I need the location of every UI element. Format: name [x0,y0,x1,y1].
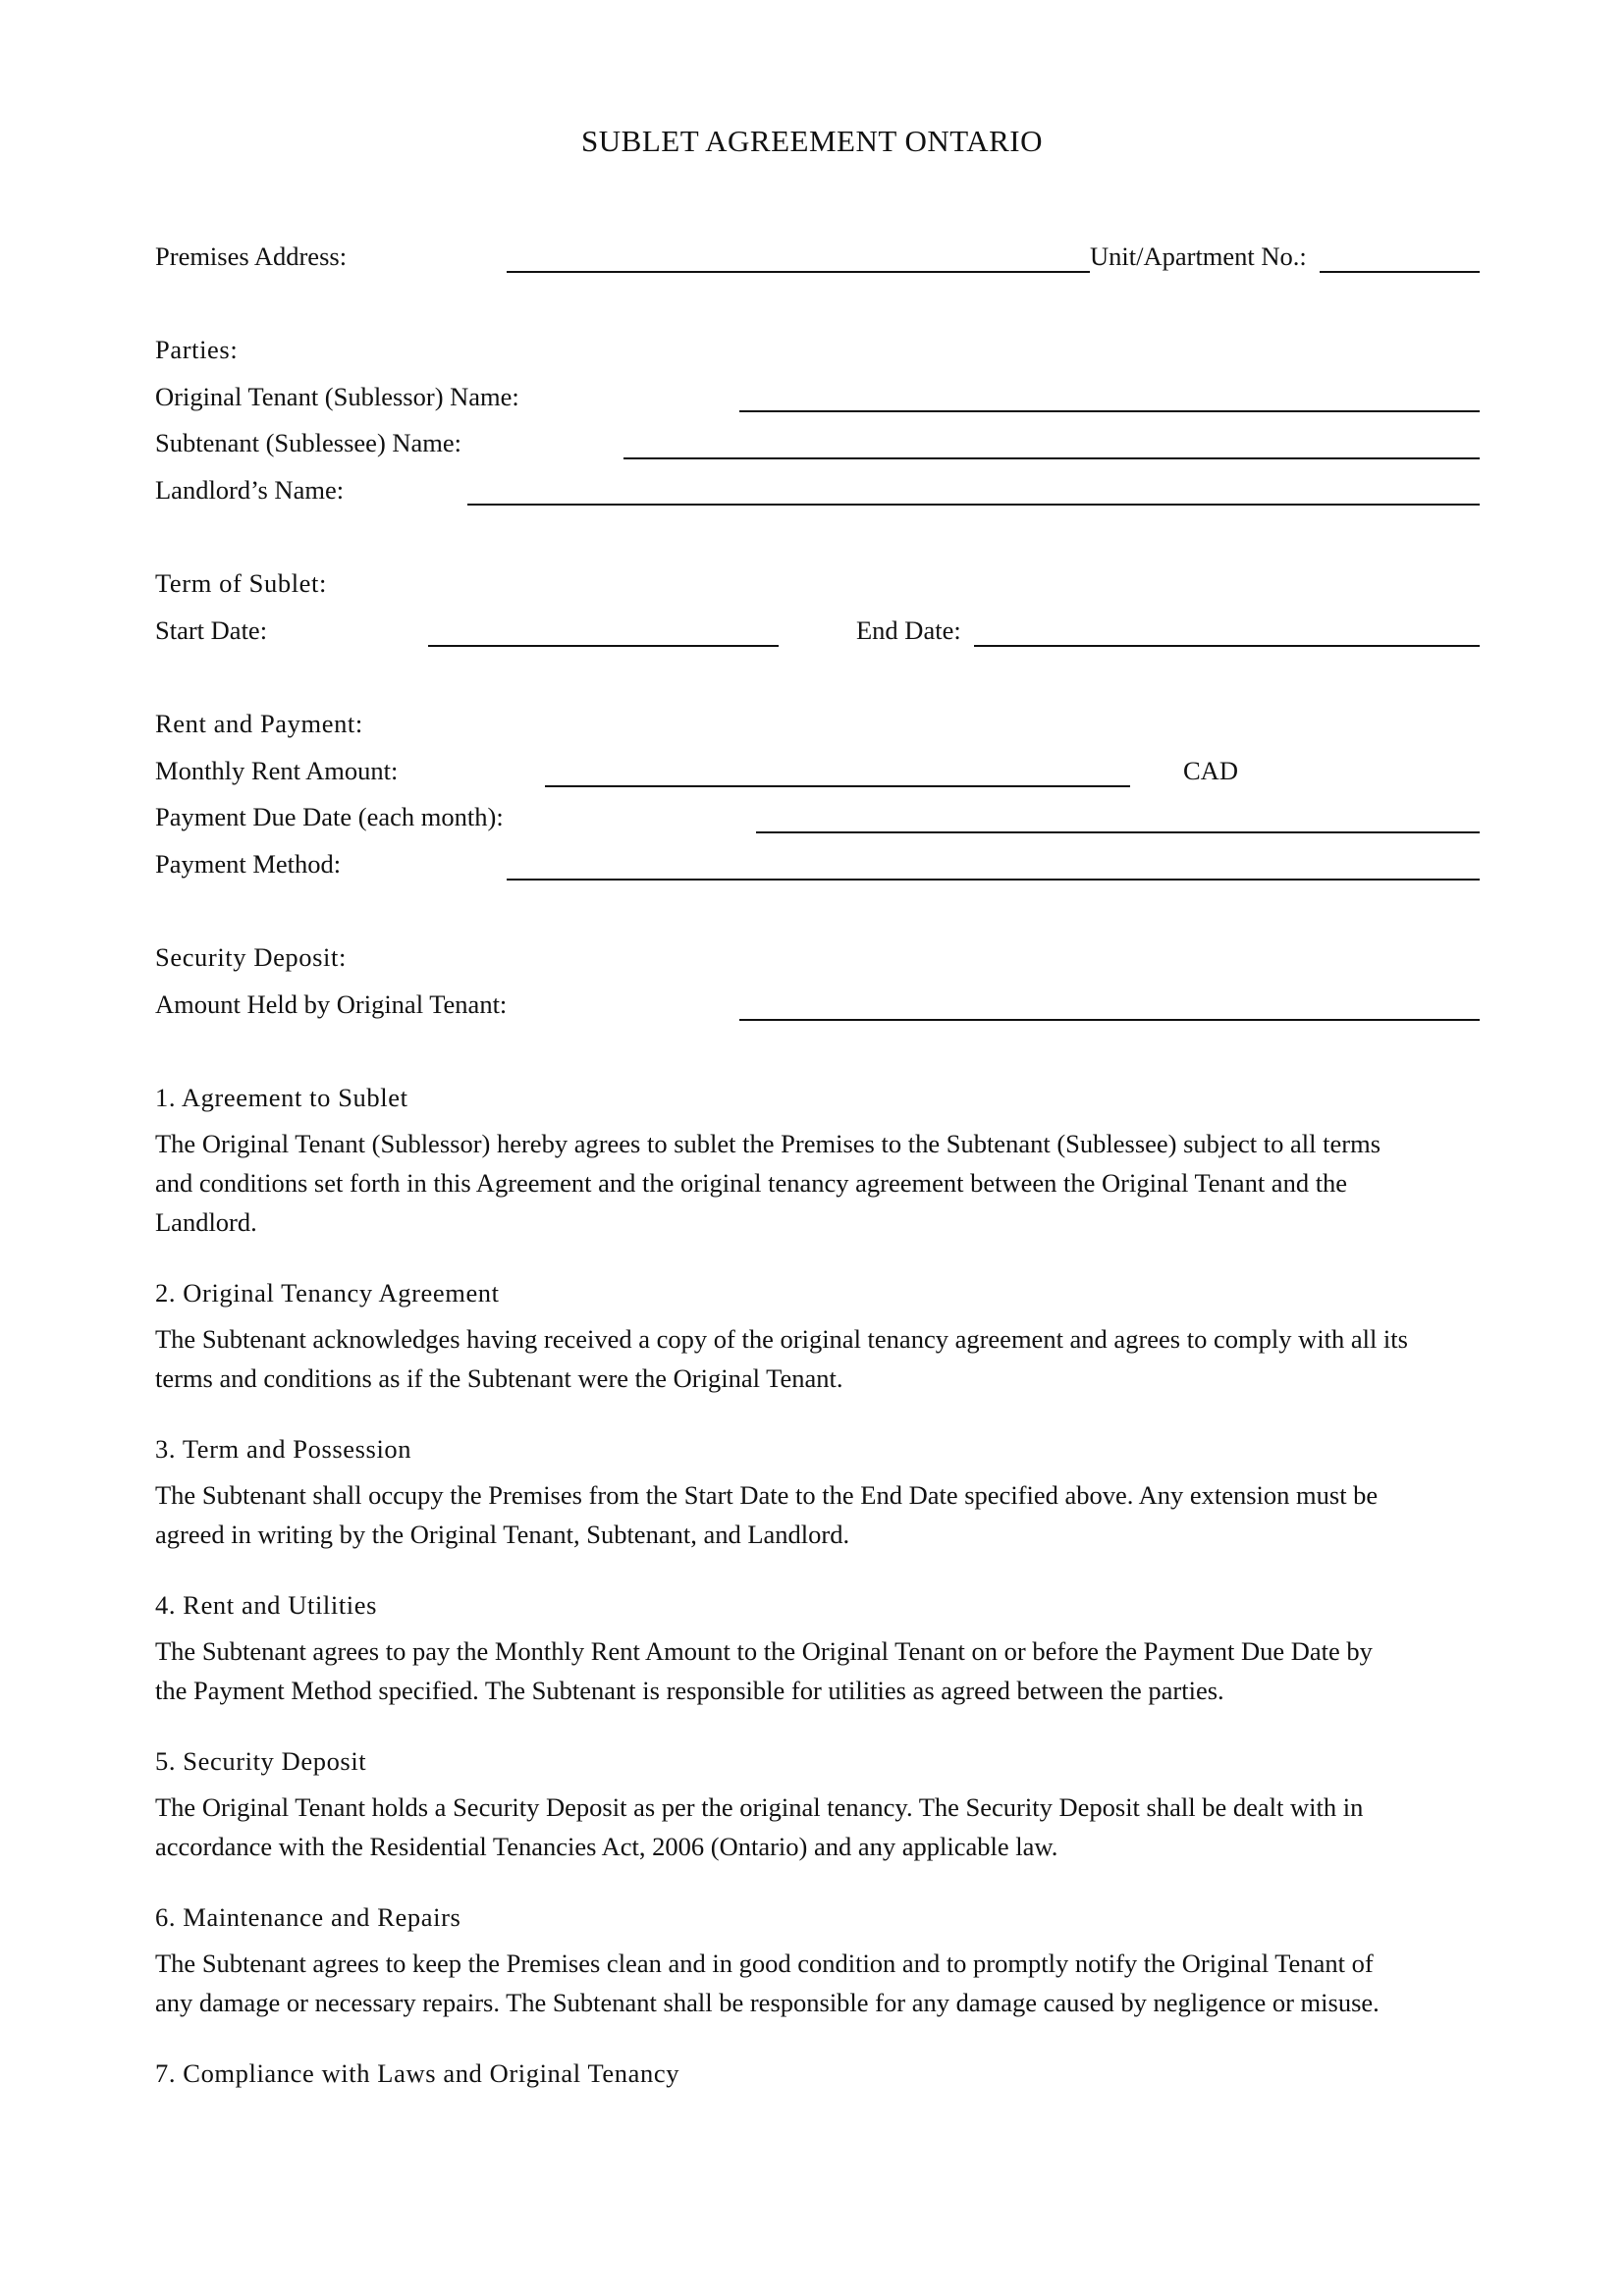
section-heading: 4. Rent and Utilities [155,1590,378,1620]
section-heading: 1. Agreement to Sublet [155,1083,408,1112]
premises-address-field[interactable] [507,271,1090,273]
section-heading: 3. Term and Possession [155,1434,412,1464]
body-line: accordance with the Residential Tenancies Act, 2006 (Ontario) and any applicable law. [155,1832,1058,1861]
body-line: The Subtenant agrees to keep the Premises clean and in good condition and to promptly notify the Original Tenant of [155,1949,1374,1978]
end-date-field[interactable] [974,645,1480,647]
body-line: any damage or necessary repairs. The Subtenant shall be responsible for any damage caused by negligence or misuse. [155,1988,1380,2017]
body-line: The Subtenant agrees to pay the Monthly Rent Amount to the Original Tenant on or before the Payment Due Date by [155,1636,1373,1666]
section-heading: 2. Original Tenancy Agreement [155,1278,500,1308]
section-body [155,1944,1483,2022]
term-heading: Term of Sublet: [155,568,327,598]
section-heading: 6. Maintenance and Repairs [155,1902,461,1932]
payment-method-field[interactable] [507,879,1480,881]
original-tenant-field[interactable] [739,410,1480,412]
start-date-label: Start Date: [155,615,268,645]
section-heading: 5. Security Deposit [155,1746,367,1776]
payment-method-label: Payment Method: [155,849,342,879]
body-line: The Original Tenant (Sublessor) hereby agrees to sublet the Premises to the Subtenant (Sublessee) subject to all terms [155,1129,1381,1158]
section-heading: 7. Compliance with Laws and Original Tenancy [155,2058,680,2088]
amount-held-field[interactable] [739,1019,1480,1021]
monthly-rent-label: Monthly Rent Amount: [155,756,399,785]
body-line: The Subtenant acknowledges having received a copy of the original tenancy agreement and agrees to comply with all its [155,1324,1408,1354]
body-line: The Original Tenant holds a Security Deposit as per the original tenancy. The Security Deposit shall be dealt with in [155,1792,1364,1822]
payment-due-label: Payment Due Date (each month): [155,802,504,831]
parties-heading: Parties: [155,335,239,364]
rent-heading: Rent and Payment: [155,709,363,738]
subtenant-field[interactable] [623,457,1480,459]
section-body [155,1631,1483,1710]
body-line: The Subtenant shall occupy the Premises from the Start Date to the End Date specified above. Any extension must be [155,1480,1379,1510]
section-body [155,1788,1483,1866]
end-date-label: End Date: [856,615,961,645]
body-line: terms and conditions as if the Subtenant were the Original Tenant. [155,1363,843,1393]
payment-due-field[interactable] [756,831,1480,833]
document-title: SUBLET AGREEMENT ONTARIO [581,124,1043,158]
body-line: Landlord. [155,1207,257,1237]
body-line: and conditions set forth in this Agreement and the original tenancy agreement between the Original Tenant and the [155,1168,1348,1198]
original-tenant-label: Original Tenant (Sublessor) Name: [155,382,519,411]
monthly-rent-field[interactable] [545,785,1130,787]
landlord-field[interactable] [467,504,1480,506]
section-body [155,1475,1483,1554]
body-line: agreed in writing by the Original Tenant, Subtenant, and Landlord. [155,1520,850,1549]
subtenant-label: Subtenant (Sublessee) Name: [155,428,462,457]
section-body [155,1319,1483,1398]
premises-address-label: Premises Address: [155,241,348,271]
start-date-field[interactable] [428,645,779,647]
section-body [155,1124,1483,1242]
amount-held-label: Amount Held by Original Tenant: [155,989,508,1019]
body-line: the Payment Method specified. The Subtenant is responsible for utilities as agreed between the parties. [155,1676,1224,1705]
unit-no-field[interactable] [1320,271,1480,273]
deposit-heading: Security Deposit: [155,942,347,972]
landlord-label: Landlord’s Name: [155,475,345,505]
unit-no-label: Unit/Apartment No.: [1090,241,1307,271]
currency-label: CAD [1183,756,1238,785]
